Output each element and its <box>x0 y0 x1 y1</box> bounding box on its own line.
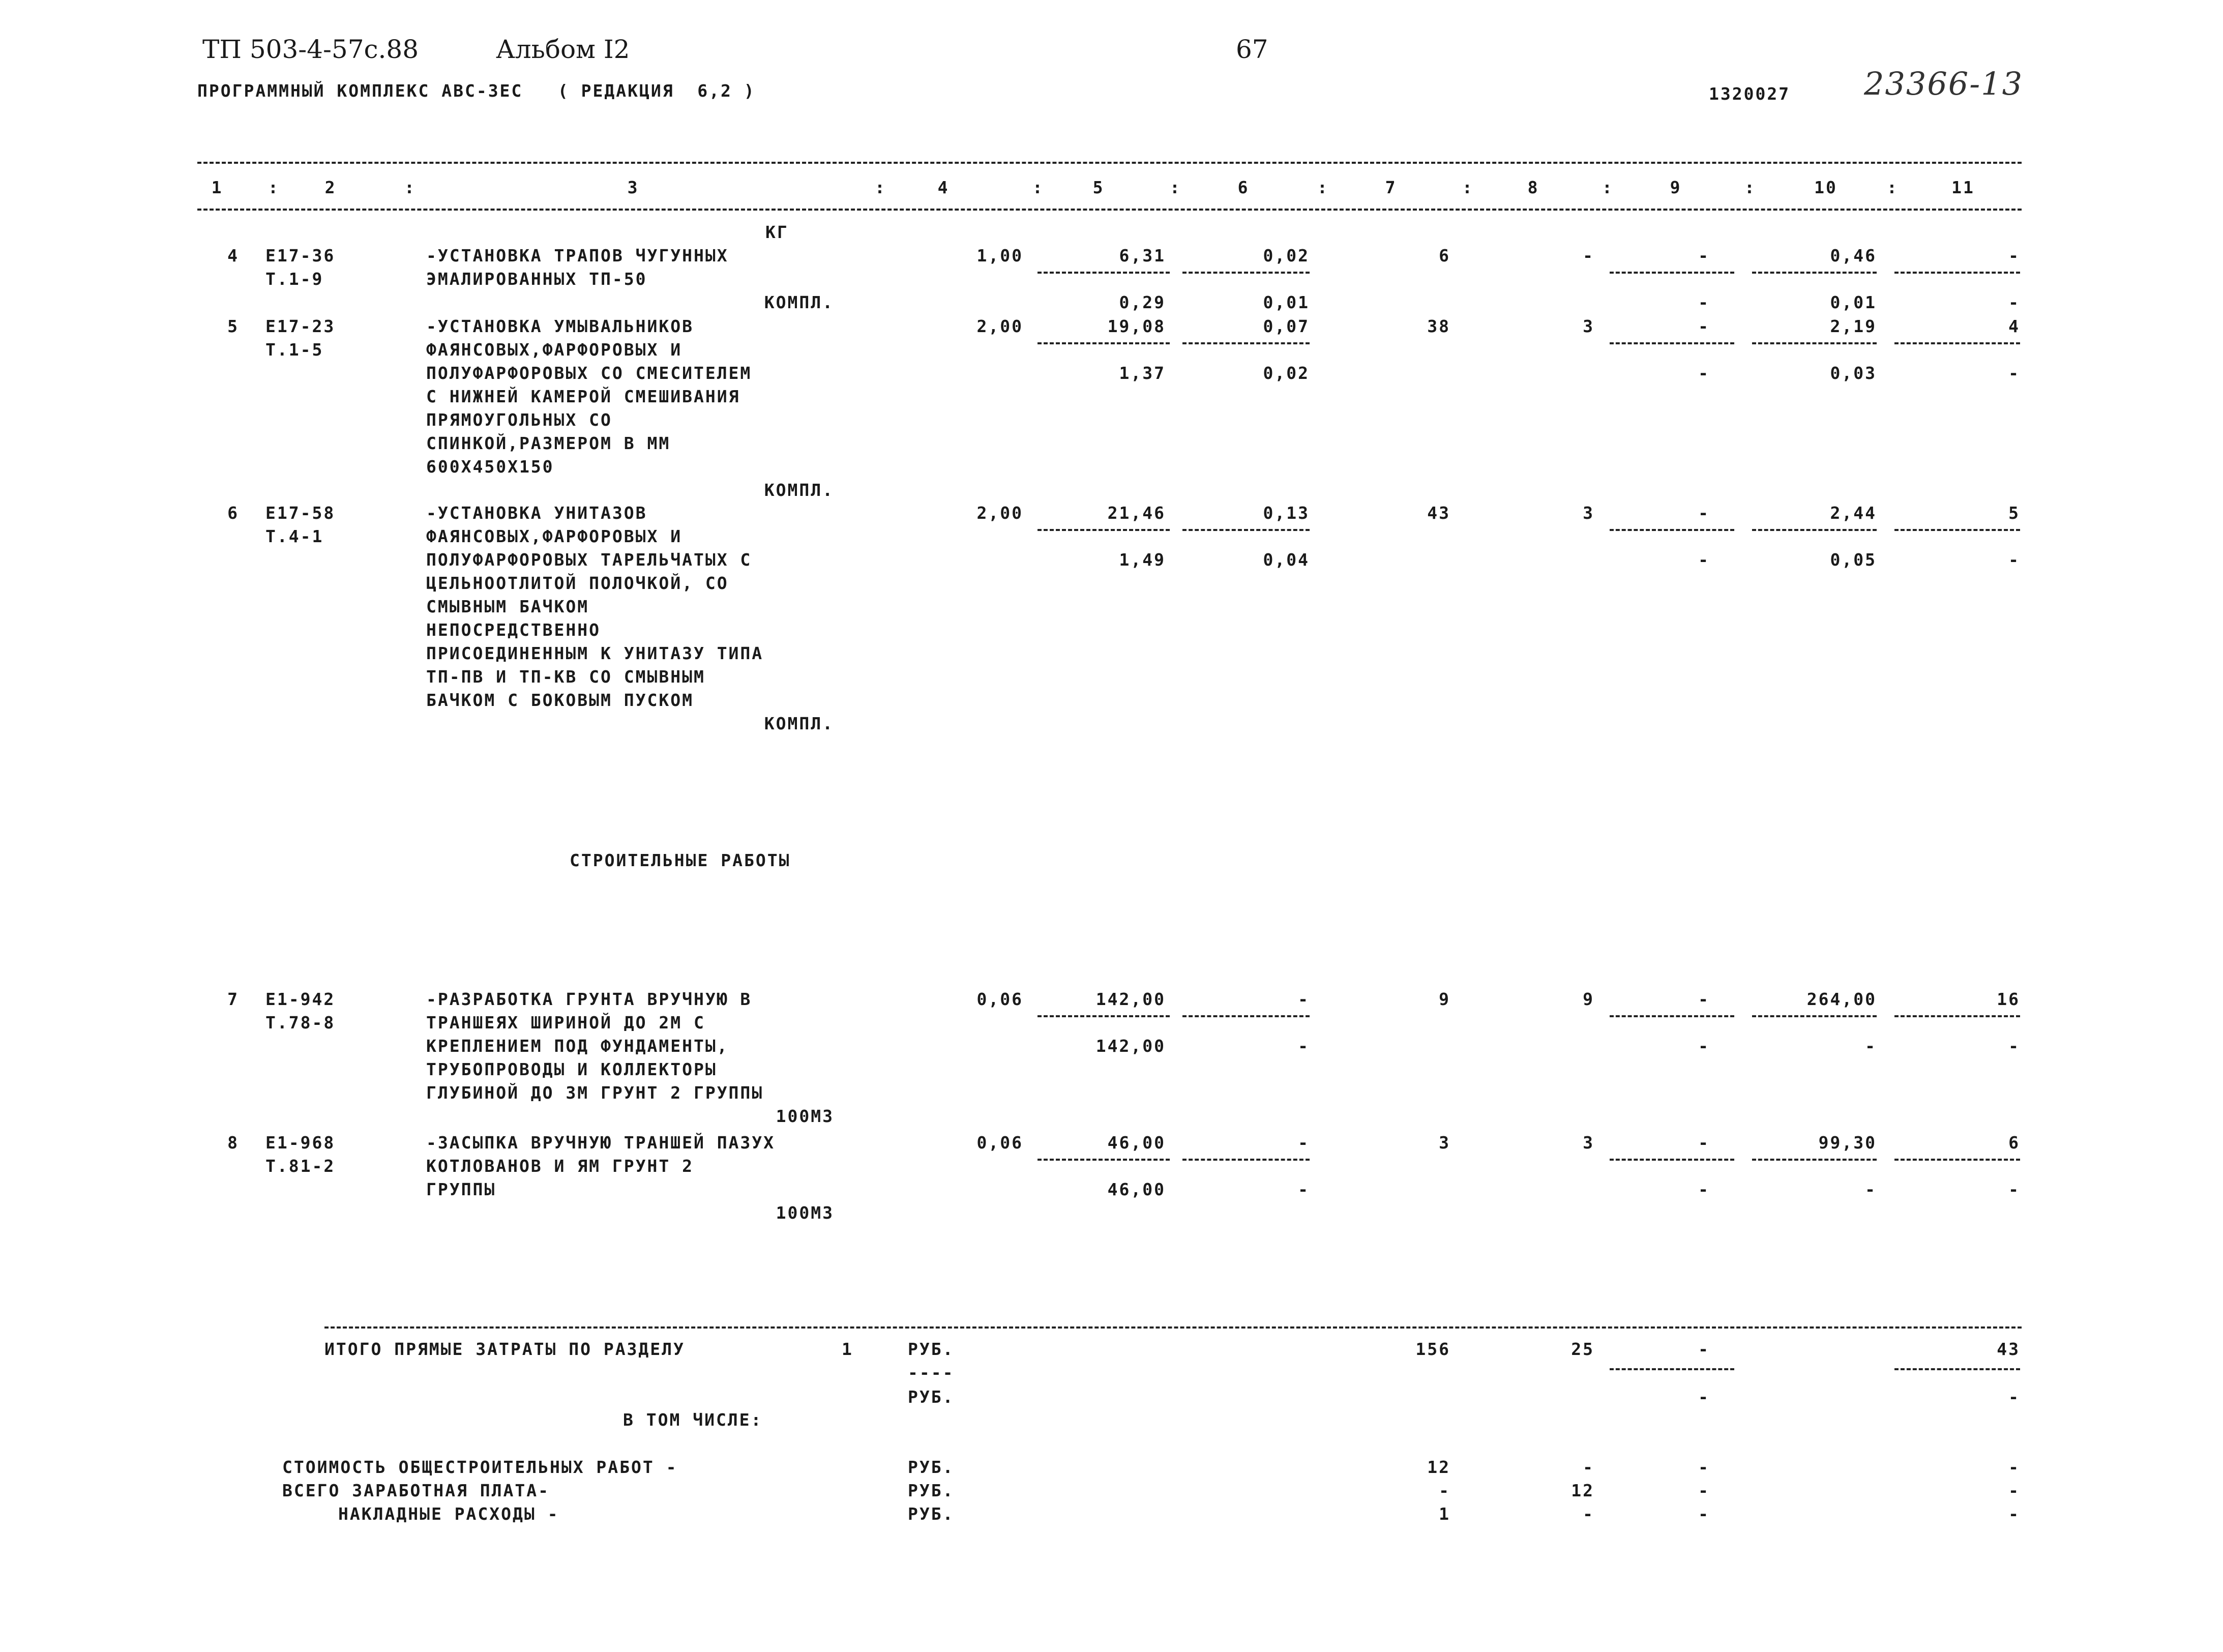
totals-item-currency: РУБ. <box>908 1457 955 1477</box>
handwritten-number: 23366-13 <box>1864 65 2024 102</box>
row-description: ПОЛУФАРФОРОВЫХ ТАРЕЛЬЧАТЫХ С <box>426 550 752 570</box>
totals-item-label: ВСЕГО ЗАРАБОТНАЯ ПЛАТА- <box>282 1481 550 1500</box>
row-number: 7 <box>227 989 239 1009</box>
column-header-3: 3 <box>627 178 639 197</box>
row-value-c10: 264,00 <box>1806 989 1877 1009</box>
row-description: ГРУППЫ <box>426 1179 496 1199</box>
row-value-c9: - <box>1698 503 1710 523</box>
row-description: СМЫВНЫМ БАЧКОМ <box>426 597 589 616</box>
row-unit: 100М3 <box>776 1106 834 1126</box>
row-value-c6: 0,02 <box>1263 246 1310 266</box>
totals-rule <box>1610 1368 1734 1370</box>
row-description: ГЛУБИНОЙ ДО 3М ГРУНТ 2 ГРУППЫ <box>426 1083 764 1103</box>
row-value-c5b: 0,29 <box>1119 292 1166 312</box>
row-description: НЕПОСРЕДСТВЕННО <box>426 620 601 640</box>
row-value-c9b: - <box>1698 1179 1710 1199</box>
row-value-qty: 2,00 <box>976 316 1023 336</box>
row-rule <box>1752 272 1877 274</box>
column-separator: : <box>1317 178 1329 197</box>
row-description: КРЕПЛЕНИЕМ ПОД ФУНДАМЕНТЫ, <box>426 1036 729 1056</box>
row-value-c5: 21,46 <box>1107 503 1166 523</box>
totals-rule <box>324 1326 2022 1329</box>
row-value-qty: 0,06 <box>976 989 1023 1009</box>
totals-section-number: 1 <box>842 1339 853 1359</box>
row-rule <box>1610 1015 1734 1017</box>
row-value-c11: - <box>2008 246 2020 266</box>
totals-item-c7: 12 <box>1427 1457 1450 1477</box>
unit-kg: КГ <box>765 222 789 242</box>
totals-rule <box>1894 1368 2020 1370</box>
totals-currency-underline: ---- <box>908 1363 955 1382</box>
row-description: КОТЛОВАНОВ И ЯМ ГРУНТ 2 <box>426 1156 694 1176</box>
row-rule <box>1752 1159 1877 1161</box>
row-description: ФАЯНСОВЫХ,ФАРФОРОВЫХ И <box>426 340 683 360</box>
row-value-c10: 99,30 <box>1818 1133 1877 1153</box>
row-value-c10b: 0,05 <box>1830 550 1877 570</box>
header-bottom-rule <box>197 209 2022 211</box>
row-value-c11: 6 <box>2008 1133 2020 1153</box>
row-value-c11: 4 <box>2008 316 2020 336</box>
totals-c9: - <box>1698 1339 1710 1359</box>
row-rule <box>1038 1015 1170 1017</box>
column-header-11: 11 <box>1951 178 1975 197</box>
column-separator: : <box>1170 178 1181 197</box>
column-separator: : <box>1744 178 1756 197</box>
row-description: СПИНКОЙ,РАЗМЕРОМ В ММ <box>426 433 671 453</box>
row-value-c6b: - <box>1298 1036 1310 1056</box>
page-number: 67 <box>1236 35 1268 64</box>
row-rule <box>1894 1159 2020 1161</box>
row-value-c6b: - <box>1298 1179 1310 1199</box>
document-code: 1320027 <box>1709 84 1791 104</box>
row-rule <box>1182 1015 1310 1017</box>
row-value-c10: 2,19 <box>1830 316 1877 336</box>
column-header-10: 10 <box>1814 178 1837 197</box>
column-header-1: 1 <box>211 178 223 197</box>
row-number: 6 <box>227 503 239 523</box>
row-value-c11b: - <box>2008 363 2020 383</box>
row-unit: 100М3 <box>776 1203 834 1223</box>
row-value-c11: 16 <box>1997 989 2020 1009</box>
album-label: Альбом I2 <box>496 35 630 64</box>
row-value-c8: 3 <box>1583 503 1594 523</box>
row-description: -УСТАНОВКА УМЫВАЛЬНИКОВ <box>426 316 694 336</box>
row-code: Е1-968 <box>265 1133 336 1153</box>
row-value-c7: 9 <box>1439 989 1450 1009</box>
row-value-c5b: 1,49 <box>1119 550 1166 570</box>
column-separator: : <box>1602 178 1614 197</box>
totals-c8: 25 <box>1571 1339 1594 1359</box>
row-number: 8 <box>227 1133 239 1153</box>
row-rule <box>1610 529 1734 531</box>
row-value-c10: 2,44 <box>1830 503 1877 523</box>
column-separator: : <box>1887 178 1899 197</box>
row-description: -РАЗРАБОТКА ГРУНТА ВРУЧНУЮ В <box>426 989 752 1009</box>
row-value-c5b: 1,37 <box>1119 363 1166 383</box>
column-header-6: 6 <box>1237 178 1250 197</box>
totals-item-label: НАКЛАДНЫЕ РАСХОДЫ - <box>338 1504 559 1524</box>
row-value-qty: 0,06 <box>976 1133 1023 1153</box>
row-reference: Т.78-8 <box>265 1013 336 1032</box>
section-title: СТРОИТЕЛЬНЫЕ РАБОТЫ <box>570 850 791 870</box>
row-reference: Т.1-9 <box>265 269 324 289</box>
totals-item-c8: - <box>1583 1457 1594 1477</box>
row-value-c7: 43 <box>1427 503 1450 523</box>
totals-item-c9: - <box>1698 1457 1710 1477</box>
row-description: ЭМАЛИРОВАННЫХ ТП-50 <box>426 269 647 289</box>
row-rule <box>1610 1159 1734 1161</box>
row-reference: Т.4-1 <box>265 526 324 546</box>
row-code: Е1-942 <box>265 989 336 1009</box>
column-separator: : <box>268 178 280 197</box>
row-description: ПРЯМОУГОЛЬНЫХ СО <box>426 410 612 430</box>
row-value-c8: - <box>1583 246 1594 266</box>
row-value-c5b: 142,00 <box>1095 1036 1166 1056</box>
row-value-c5: 142,00 <box>1095 989 1166 1009</box>
row-rule <box>1038 529 1170 531</box>
row-rule <box>1752 342 1877 344</box>
row-rule <box>1182 272 1310 274</box>
row-number: 4 <box>227 246 239 266</box>
totals-item-currency: РУБ. <box>908 1504 955 1524</box>
totals-item-c9: - <box>1698 1481 1710 1500</box>
row-value-c9: - <box>1698 1133 1710 1153</box>
totals-item-c11: - <box>2008 1481 2020 1500</box>
row-value-c8: 3 <box>1583 1133 1594 1153</box>
row-value-c11b: - <box>2008 550 2020 570</box>
row-value-c8: 9 <box>1583 989 1594 1009</box>
row-description: ПРИСОЕДИНЕННЫМ К УНИТАЗУ ТИПА <box>426 643 764 663</box>
row-rule <box>1894 1015 2020 1017</box>
row-value-c6b: 0,02 <box>1263 363 1310 383</box>
row-description: ТП-ПВ И ТП-КВ СО СМЫВНЫМ <box>426 667 705 687</box>
column-separator: : <box>875 178 886 197</box>
row-value-c10b: 0,03 <box>1830 363 1877 383</box>
row-value-c5: 19,08 <box>1107 316 1166 336</box>
column-header-8: 8 <box>1527 178 1539 197</box>
including-label: В ТОМ ЧИСЛЕ: <box>623 1410 763 1430</box>
row-value-qty: 2,00 <box>976 503 1023 523</box>
row-value-c8: 3 <box>1583 316 1594 336</box>
row-rule <box>1182 529 1310 531</box>
row-rule <box>1894 529 2020 531</box>
column-separator: : <box>1462 178 1474 197</box>
row-code: Е17-23 <box>265 316 336 336</box>
row-code: Е17-36 <box>265 246 336 266</box>
row-value-c9: - <box>1698 989 1710 1009</box>
row-value-c11: 5 <box>2008 503 2020 523</box>
row-value-c9b: - <box>1698 1036 1710 1056</box>
row-rule <box>1182 1159 1310 1161</box>
row-description: -УСТАНОВКА УНИТАЗОВ <box>426 503 647 523</box>
row-unit: КОМПЛ. <box>764 480 834 500</box>
row-value-c6b: 0,04 <box>1263 550 1310 570</box>
totals-item-currency: РУБ. <box>908 1481 955 1500</box>
row-value-c10b: - <box>1865 1036 1877 1056</box>
row-description: ТРАНШЕЯХ ШИРИНОЙ ДО 2М С <box>426 1013 705 1032</box>
row-description: ПОЛУФАРФОРОВЫХ СО СМЕСИТЕЛЕМ <box>426 363 752 383</box>
row-description: ФАЯНСОВЫХ,ФАРФОРОВЫХ И <box>426 526 683 546</box>
row-value-c9: - <box>1698 246 1710 266</box>
row-value-c11b: - <box>2008 1179 2020 1199</box>
column-header-5: 5 <box>1092 178 1105 197</box>
row-value-c6: - <box>1298 1133 1310 1153</box>
row-reference: Т.81-2 <box>265 1156 336 1176</box>
row-value-c10b: - <box>1865 1179 1877 1199</box>
row-rule <box>1182 342 1310 344</box>
program-title: ПРОГРАММНЫЙ КОМПЛЕКС АВС-3ЕС ( РЕДАКЦИЯ 6,2 ) <box>197 81 756 101</box>
column-separator: : <box>404 178 416 197</box>
row-description: ЦЕЛЬНООТЛИТОЙ ПОЛОЧКОЙ, СО <box>426 573 729 593</box>
row-value-c6: 0,07 <box>1263 316 1310 336</box>
row-rule <box>1752 529 1877 531</box>
column-header-7: 7 <box>1385 178 1397 197</box>
row-value-qty: 1,00 <box>976 246 1023 266</box>
row-rule <box>1894 342 2020 344</box>
row-description: -УСТАНОВКА ТРАПОВ ЧУГУННЫХ <box>426 246 729 266</box>
row-code: Е17-58 <box>265 503 336 523</box>
row-value-c6: 0,13 <box>1263 503 1310 523</box>
row-value-c6: - <box>1298 989 1310 1009</box>
row-rule <box>1038 342 1170 344</box>
row-description: ТРУБОПРОВОДЫ И КОЛЛЕКТОРЫ <box>426 1059 717 1079</box>
row-rule <box>1894 272 2020 274</box>
row-value-c10: 0,46 <box>1830 246 1877 266</box>
column-header-9: 9 <box>1670 178 1682 197</box>
row-value-c7: 38 <box>1427 316 1450 336</box>
row-value-c9b: - <box>1698 292 1710 312</box>
totals-item-c8: - <box>1583 1504 1594 1524</box>
column-header-2: 2 <box>324 178 337 197</box>
row-rule <box>1038 1159 1170 1161</box>
row-number: 5 <box>227 316 239 336</box>
totals-item-c9: - <box>1698 1504 1710 1524</box>
row-value-c5b: 46,00 <box>1107 1179 1166 1199</box>
row-rule <box>1752 1015 1877 1017</box>
row-rule <box>1610 342 1734 344</box>
row-value-c5: 6,31 <box>1119 246 1166 266</box>
column-separator: : <box>1032 178 1044 197</box>
row-value-c11b: - <box>2008 1036 2020 1056</box>
totals-item-c7: 1 <box>1439 1504 1450 1524</box>
row-value-c10b: 0,01 <box>1830 292 1877 312</box>
row-value-c7: 6 <box>1439 246 1450 266</box>
totals-c11b: - <box>2008 1387 2020 1407</box>
row-value-c11b: - <box>2008 292 2020 312</box>
totals-c11: 43 <box>1997 1339 2020 1359</box>
row-value-c7: 3 <box>1439 1133 1450 1153</box>
row-unit: КОМПЛ. <box>764 714 834 733</box>
header-top-rule <box>197 162 2022 164</box>
row-value-c9b: - <box>1698 363 1710 383</box>
row-reference: Т.1-5 <box>265 340 324 360</box>
column-header-4: 4 <box>937 178 950 197</box>
totals-c7: 156 <box>1415 1339 1450 1359</box>
row-unit: КОМПЛ. <box>764 292 834 312</box>
row-value-c9b: - <box>1698 550 1710 570</box>
row-rule <box>1038 272 1170 274</box>
row-description: -ЗАСЫПКА ВРУЧНУЮ ТРАНШЕЙ ПАЗУХ <box>426 1133 776 1153</box>
totals-c9b: - <box>1698 1387 1710 1407</box>
row-value-c6b: 0,01 <box>1263 292 1310 312</box>
totals-item-c8: 12 <box>1571 1481 1594 1500</box>
row-rule <box>1610 272 1734 274</box>
row-value-c9: - <box>1698 316 1710 336</box>
row-value-c5: 46,00 <box>1107 1133 1166 1153</box>
totals-item-label: СТОИМОСТЬ ОБЩЕСТРОИТЕЛЬНЫХ РАБОТ - <box>282 1457 678 1477</box>
totals-item-c7: - <box>1439 1481 1450 1500</box>
totals-item-c11: - <box>2008 1457 2020 1477</box>
doc-code: ТП 503-4-57с.88 <box>202 35 419 64</box>
totals-item-c11: - <box>2008 1504 2020 1524</box>
row-description: 600Х450Х150 <box>426 457 554 477</box>
totals-currency-2: РУБ. <box>908 1387 955 1407</box>
totals-currency: РУБ. <box>908 1339 955 1359</box>
row-description: БАЧКОМ С БОКОВЫМ ПУСКОМ <box>426 690 694 710</box>
row-description: С НИЖНЕЙ КАМЕРОЙ СМЕШИВАНИЯ <box>426 387 740 406</box>
totals-label: ИТОГО ПРЯМЫЕ ЗАТРАТЫ ПО РАЗДЕЛУ <box>324 1339 685 1359</box>
